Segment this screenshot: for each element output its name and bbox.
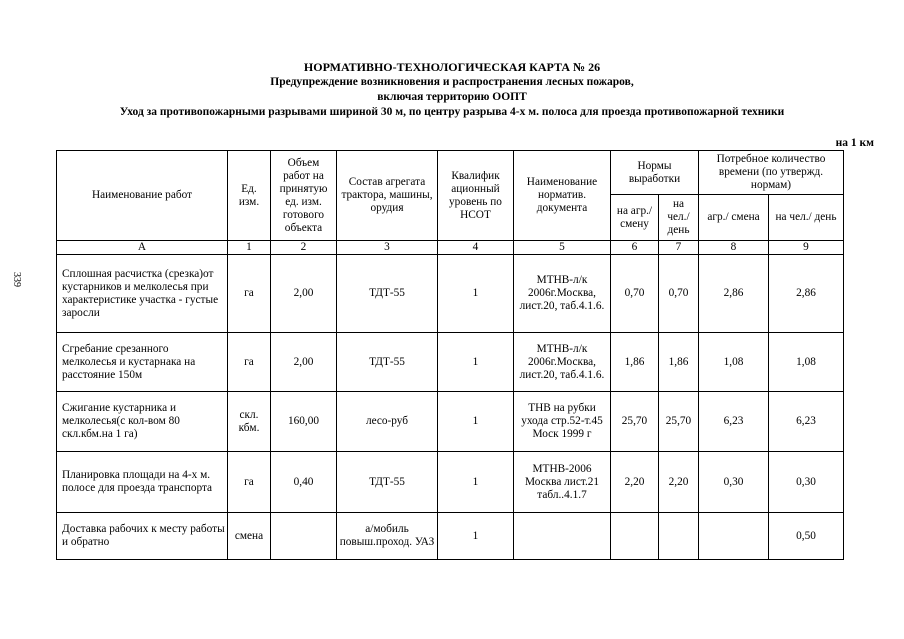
cell-norm-agr (611, 513, 659, 560)
header-norms-agr: на агр./ смену (611, 195, 659, 241)
cell-qualification: 1 (438, 333, 514, 392)
cell-time-agr: 0,30 (699, 452, 769, 513)
card-title: НОРМАТИВНО-ТЕХНОЛОГИЧЕСКАЯ КАРТА № 26 (303, 60, 601, 74)
header-qualification: Квалифик ационный уровень по НСОТ (438, 151, 514, 241)
index-cell: 4 (438, 241, 514, 255)
cell-name: Доставка рабочих к месту работы и обратно (57, 513, 228, 560)
index-cell: 5 (514, 241, 611, 255)
cell-volume: 2,00 (271, 255, 337, 333)
cell-time-agr: 1,08 (699, 333, 769, 392)
index-cell: 7 (659, 241, 699, 255)
cell-document: МТНВ-л/к 2006г.Москва, лист.20, таб.4.1.6. (514, 255, 611, 333)
cell-qualification: 1 (438, 513, 514, 560)
cell-document: МТНВ-л/к 2006г.Москва, лист.20, таб.4.1.6. (514, 333, 611, 392)
table-row (57, 255, 844, 333)
header-time: Потребное количество времени (по утвержд. нормам) (699, 151, 844, 195)
cell-document (514, 513, 611, 560)
cell-time-chel: 0,30 (769, 452, 844, 513)
cell-unit: скл. кбм. (228, 392, 271, 452)
cell-norm-chel: 0,70 (659, 255, 699, 333)
cell-volume: 2,00 (271, 333, 337, 392)
document-header (0, 60, 904, 120)
index-cell: 3 (337, 241, 438, 255)
index-cell: 2 (271, 241, 337, 255)
cell-norm-chel: 25,70 (659, 392, 699, 452)
page-number: 339 (11, 272, 22, 287)
index-cell: 1 (228, 241, 271, 255)
header-name: Наименование работ (57, 151, 228, 241)
cell-time-agr: 6,23 (699, 392, 769, 452)
cell-document: МТНВ-2006 Москва лист.21 табл..4.1.7 (514, 452, 611, 513)
index-cell: А (57, 241, 228, 255)
cell-composition: ТДТ-55 (337, 452, 438, 513)
cell-name: Сжигание кустарника и мелколесья(с кол-вом 80 скл.кбм.на 1 га) (57, 392, 228, 452)
index-cell: 8 (699, 241, 769, 255)
cell-name: Планировка площади на 4-х м. полосе для проезда транспорта (57, 452, 228, 513)
header-time-agr: агр./ смена (699, 195, 769, 241)
cell-time-agr: 2,86 (699, 255, 769, 333)
card-subtitle-3: Уход за противопожарными разрывами шириной 30 м, по центру разрыва 4-х м. полоса для проезда противопожарной техники (119, 106, 785, 118)
cell-norm-agr: 0,70 (611, 255, 659, 333)
norms-table (56, 150, 844, 560)
header-composition: Состав агрегата трактора, машины, орудия (337, 151, 438, 241)
cell-composition: лесо-руб (337, 392, 438, 452)
index-row (57, 241, 844, 255)
cell-name: Сгребание срезанного мелколесья и кустарнака на расстояние 150м (57, 333, 228, 392)
cell-composition: ТДТ-55 (337, 333, 438, 392)
header-norms: Нормы выработки (611, 151, 699, 195)
table-row (57, 333, 844, 392)
cell-time-chel: 0,50 (769, 513, 844, 560)
index-cell: 6 (611, 241, 659, 255)
cell-norm-chel: 1,86 (659, 333, 699, 392)
index-cell: 9 (769, 241, 844, 255)
cell-unit: га (228, 452, 271, 513)
cell-document: ТНВ на рубки ухода стр.52-т.45 Моск 1999 г (514, 392, 611, 452)
table-row (57, 392, 844, 452)
cell-unit: га (228, 255, 271, 333)
header-unit: Ед. изм. (228, 151, 271, 241)
cell-time-agr (699, 513, 769, 560)
cell-unit: га (228, 333, 271, 392)
cell-norm-chel (659, 513, 699, 560)
table-row (57, 452, 844, 513)
cell-name: Сплошная расчистка (срезка)от кустарников и мелколесья при характеристике участка - густые заросли (57, 255, 228, 333)
header-time-chel: на чел./ день (769, 195, 844, 241)
cell-composition: ТДТ-55 (337, 255, 438, 333)
cell-volume (271, 513, 337, 560)
card-subtitle-1: Предупреждение возникновения и распространения лесных пожаров, (270, 76, 634, 88)
header-document: Наименование норматив. документа (514, 151, 611, 241)
cell-norm-agr: 1,86 (611, 333, 659, 392)
cell-time-chel: 2,86 (769, 255, 844, 333)
cell-volume: 0,40 (271, 452, 337, 513)
header-norms-chel: на чел./ день (659, 195, 699, 241)
cell-norm-agr: 2,20 (611, 452, 659, 513)
table-row (57, 513, 844, 560)
cell-time-chel: 6,23 (769, 392, 844, 452)
cell-norm-chel: 2,20 (659, 452, 699, 513)
cell-time-chel: 1,08 (769, 333, 844, 392)
card-subtitle-2: включая территорию ООПТ (377, 91, 527, 103)
header-volume: Объем работ на принятую ед. изм. готового объекта (271, 151, 337, 241)
cell-norm-agr: 25,70 (611, 392, 659, 452)
cell-volume: 160,00 (271, 392, 337, 452)
cell-qualification: 1 (438, 452, 514, 513)
cell-composition: а/мобиль повыш.проход. УАЗ (337, 513, 438, 560)
cell-unit: смена (228, 513, 271, 560)
cell-qualification: 1 (438, 255, 514, 333)
cell-qualification: 1 (438, 392, 514, 452)
unit-label: на 1 км (835, 137, 874, 149)
